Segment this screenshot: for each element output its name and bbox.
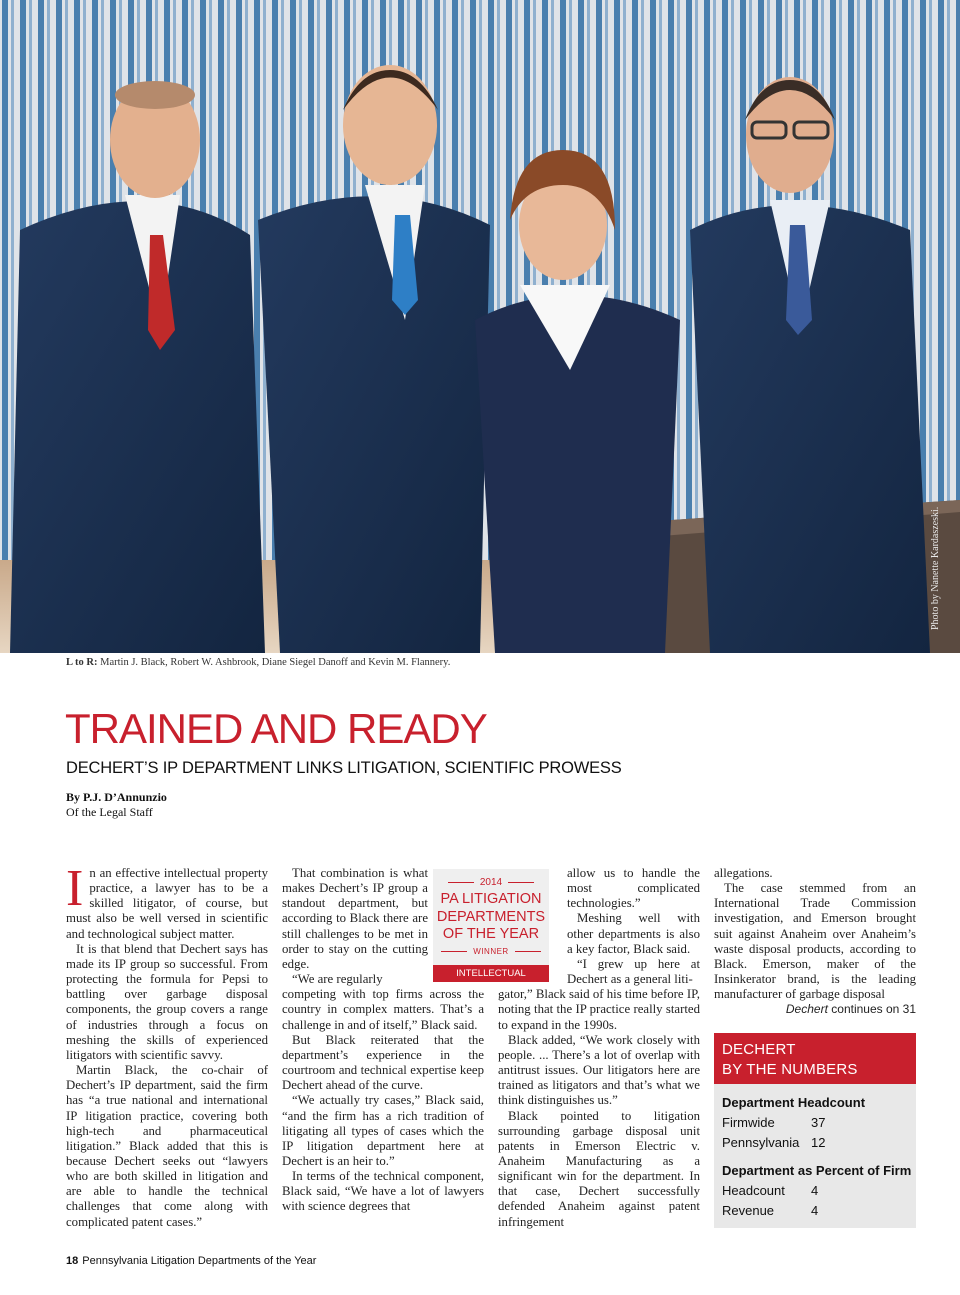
row-value: 4: [811, 1183, 819, 1198]
paragraph: “We are regularly: [292, 972, 383, 987]
paragraph: Meshing well with other departments is also a key factor, Black said.: [567, 911, 700, 956]
paragraph: gator,” Black said of his time before IP, noting that the IP practice really started to expand in the 1990s.: [498, 987, 700, 1032]
winner-badge: [433, 869, 549, 996]
paragraph: allegations.: [714, 866, 773, 880]
badge-title: PA LITIGATION DEPARTMENTS OF THE YEAR: [436, 891, 546, 942]
paragraph: The case stemmed from an International Trade Commission investigation, and Emerson brought suit against Anaheim over Anaheim’s waste disposal products, according to Black. Emerson, maker of the Insinkerator brand, is the leading manufacturer of garbage disposal: [714, 881, 916, 1002]
paragraph: In terms of the technical component, Black said, “We have a lot of lawyers with science degrees that: [282, 1169, 484, 1214]
continues-note: [714, 1002, 916, 1016]
row-label: Revenue: [722, 1203, 775, 1218]
row-label: Pennsylvania: [722, 1135, 800, 1150]
paragraph: competing with top firms across the country in complex matters. That’s a challenge in and of itself,” Black said.: [282, 987, 484, 1032]
headline: TRAINED AND READY: [65, 705, 487, 752]
numbers-header: [714, 1033, 916, 1084]
caption-text: Martin J. Black, Robert W. Ashbrook, Diane Siegel Danoff and Kevin M. Flannery.: [100, 657, 451, 668]
byline: [66, 790, 167, 820]
paragraph: In an effective intellectual property practice, a lawyer has to be a skilled litigator, of course, but must also be well versed in scientific and technological subject matter.: [66, 860, 268, 941]
continues-name: Dechert: [785, 1002, 828, 1016]
paragraph: allow us to handle the most complicated technologies.”: [567, 866, 700, 911]
numbers-title-line1: DECHERT: [722, 1041, 796, 1058]
row-label: Firmwide: [722, 1115, 775, 1130]
article-column-1: [66, 860, 268, 1230]
author-name: By P.J. D’Annunzio: [66, 790, 167, 804]
subhead: DECHERT’S IP DEPARTMENT LINKS LITIGATION, SCIENTIFIC PROWESS: [66, 759, 622, 777]
photo-caption: [66, 657, 450, 668]
badge-winner: WINNER: [433, 947, 549, 956]
page-number: 18: [66, 1255, 79, 1267]
photo-credit: Photo by Nanette Kardaszeski.: [930, 506, 941, 630]
author-title: Of the Legal Staff: [66, 805, 153, 819]
badge-year: 2014: [433, 877, 549, 888]
article-column-4: [714, 866, 916, 1002]
drop-cap: I: [66, 860, 84, 917]
row-label: Headcount: [722, 1183, 785, 1198]
numbers-title-line2: BY THE NUMBERS: [722, 1061, 858, 1078]
by-the-numbers-box: [714, 1033, 916, 1228]
paragraph: Black pointed to litigation surrounding garbage disposal unit patents in Emerson Electric v. Anaheim Manufacturing as a significant win for the department. In that case, Dechert successfully defended Anaheim against patent infringement: [498, 1108, 700, 1229]
section-heading: Department Headcount: [722, 1095, 866, 1110]
paragraph: It is that blend that Dechert says has made its IP group so successful. From protecting the formula for Pepsi to battling over garbage disposal components, the group covers a range of industries through a focus on meshing the skills of experienced litigators with scientific savvy.: [66, 941, 268, 1062]
row-value: 4: [811, 1203, 819, 1218]
paragraph: That combination is what makes Dechert’s IP group a standout department, but according to Black there are still challenges to be met in order to stay on the cutting edge.: [282, 866, 428, 971]
caption-lead: L to R:: [66, 657, 98, 668]
row-value: 12: [811, 1135, 826, 1150]
paragraph: Black added, “We work closely with people. ... There’s a lot of overlap with antitrust issues. Our litigators here are trained as litigators and that’s what we think distinguishes us.”: [498, 1032, 700, 1108]
paragraph: Martin Black, the co-chair of Dechert’s IP department, said the firm has “a true national and international IP litigation practice, covering both high-tech and pharmaceutical litigation.” Black added that this is because Dechert seeks out “lawyers who are both skilled in litigation and are able to handle the technical challenges that come along with complicated patent cases.”: [66, 1063, 268, 1229]
continues-text: continues on 31: [831, 1002, 916, 1016]
row-value: 37: [811, 1115, 826, 1130]
paragraph: “We actually try cases,” Black said, “and the firm has a rich tradition of litigating all types of cases which the IP litigation department here at Dechert is an heir to.”: [282, 1093, 484, 1168]
page-footer: [66, 1255, 316, 1267]
section-heading: Department as Percent of Firm: [722, 1163, 912, 1178]
paragraph: “I grew up here at Dechert as a general liti-: [567, 956, 700, 987]
publication-name: Pennsylvania Litigation Departments of the Year: [82, 1255, 317, 1267]
paragraph: But Black reiterated that the department’s experience in the courtroom and technical expertise keep Dechert ahead of the curve.: [282, 1032, 484, 1093]
badge-category: INTELLECTUAL PROPERTY: [433, 965, 549, 982]
